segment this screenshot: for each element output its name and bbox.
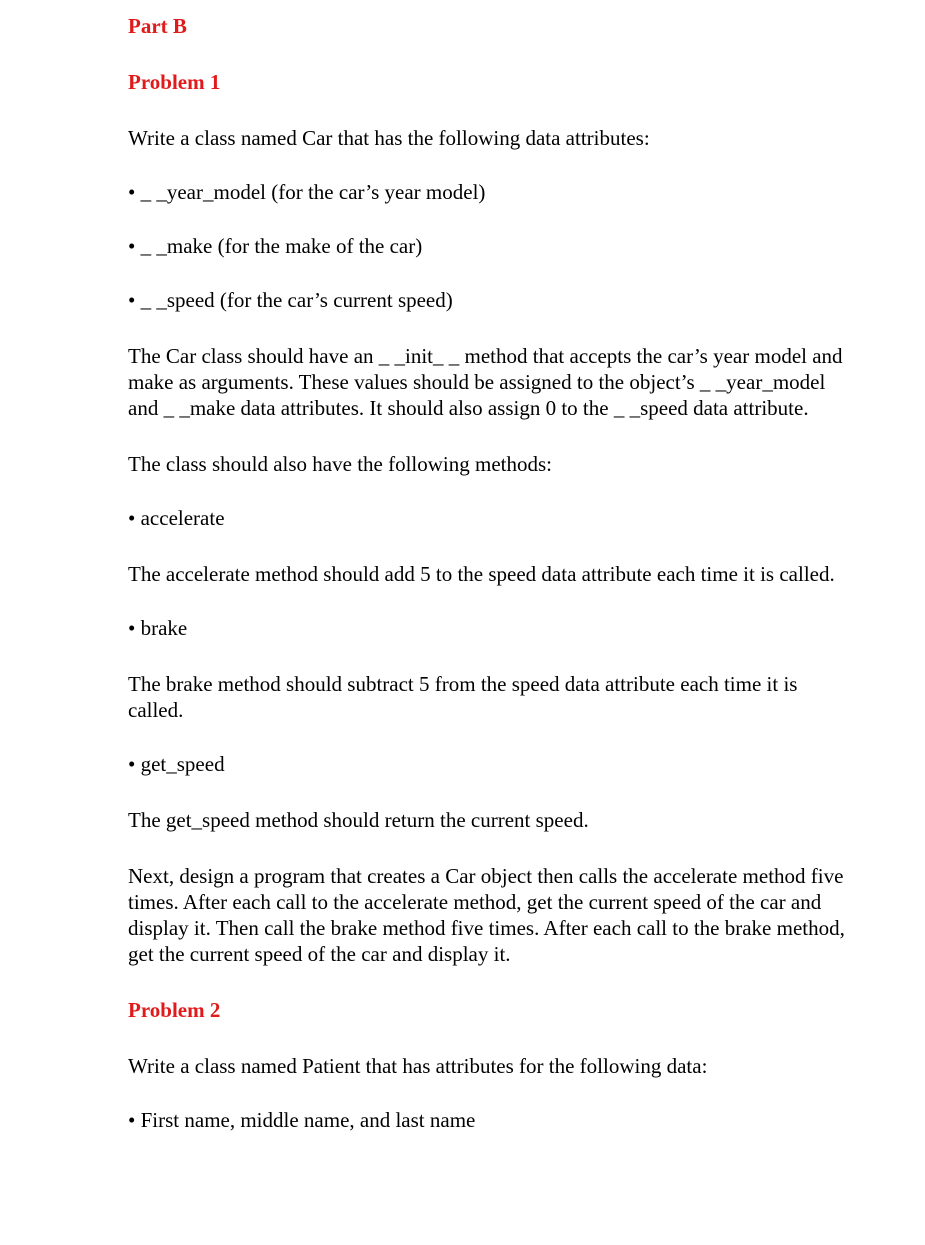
method-get-speed: • get_speed [128, 751, 888, 777]
problem-1-intro: Write a class named Car that has the following data attributes: [128, 126, 650, 150]
patient-attribute-names: • First name, middle name, and last name [128, 1107, 888, 1133]
method-brake: • brake [128, 615, 888, 641]
problem-2-title: Problem 2 [128, 998, 221, 1022]
init-description: The Car class should have an _ _init_ _ method that accepts the car’s year model and make as arguments. These values should be assigned to the object’s _ _year_model and _ _make data attributes. It should also assign 0 to the _ _speed data attribute. [128, 344, 843, 420]
brake-description: The brake method should subtract 5 from the speed data attribute each time it is called. [128, 672, 798, 722]
part-title: Part B [128, 14, 187, 38]
accelerate-description: The accelerate method should add 5 to the speed data attribute each time it is called. [128, 562, 835, 586]
problem-2-intro: Write a class named Patient that has attributes for the following data: [128, 1054, 708, 1078]
methods-intro: The class should also have the following methods: [128, 452, 553, 476]
problem-1-title: Problem 1 [128, 70, 221, 94]
method-accelerate: • accelerate [128, 505, 888, 531]
attribute-year-model: • _ _year_model (for the car’s year model) [128, 179, 888, 205]
attribute-speed: • _ _speed (for the car’s current speed) [128, 287, 888, 313]
get-speed-description: The get_speed method should return the current speed. [128, 808, 589, 832]
document-page [128, 13, 888, 1133]
attribute-make: • _ _make (for the make of the car) [128, 233, 888, 259]
program-description: Next, design a program that creates a Car object then calls the accelerate method five times. After each call to the accelerate method, get the current speed of the car and display it. Then call the brake method five times. After each call to the brake method, get the current speed of the car and display it. [128, 864, 845, 966]
